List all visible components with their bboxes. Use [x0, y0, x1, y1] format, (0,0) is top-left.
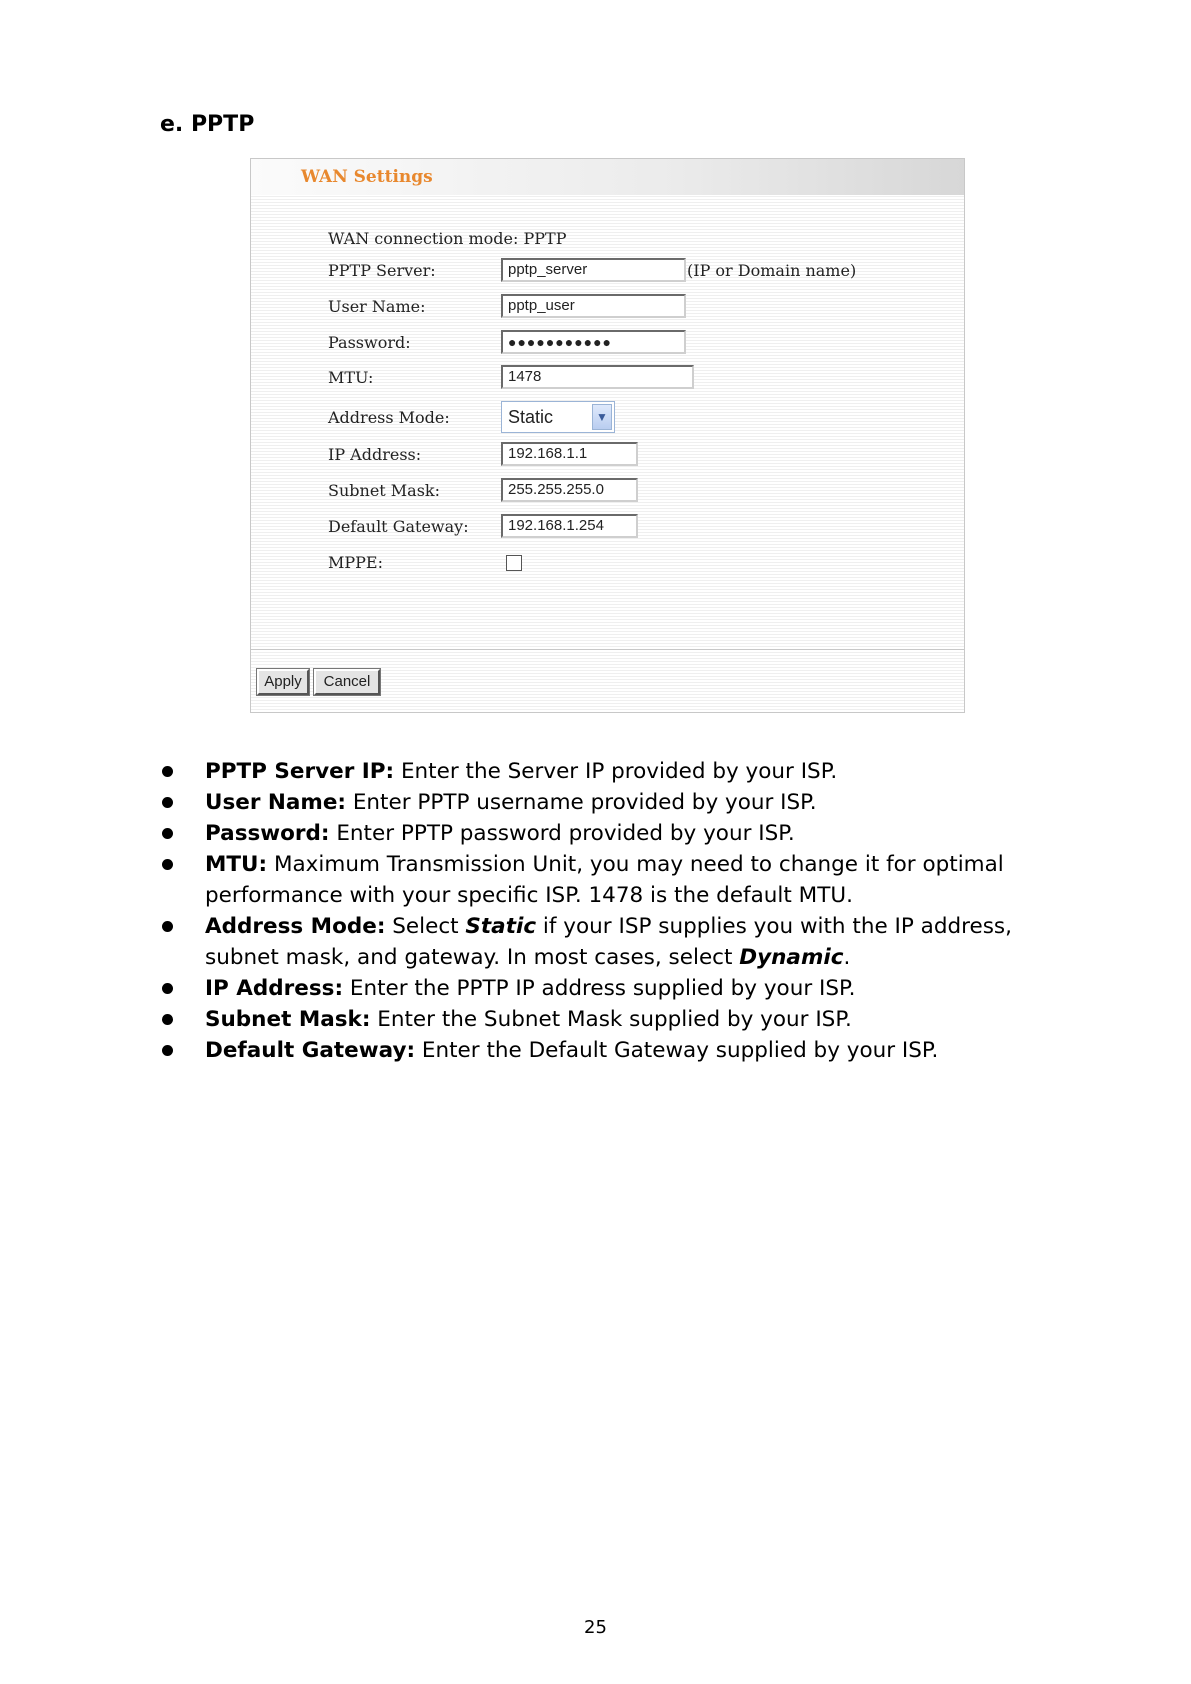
list-item: Password: Enter PPTP password provided by your ISP. — [160, 818, 1060, 849]
user-name-input[interactable]: pptp_user — [501, 294, 686, 318]
list-item: Address Mode: Select Static if your ISP supplies you with the IP address, subnet mask, and gateway. In most cases, select Dynamic. — [160, 911, 1060, 973]
list-item: Default Gateway: Enter the Default Gateway supplied by your ISP. — [160, 1035, 1060, 1066]
section-heading: e. PPTP — [160, 112, 255, 137]
default-gateway-label: Default Gateway: — [328, 517, 469, 536]
subnet-mask-label: Subnet Mask: — [328, 481, 441, 500]
field-description-list — [160, 756, 1060, 1066]
page-number: 25 — [584, 1617, 607, 1638]
address-mode-value: Static — [508, 407, 554, 427]
pptp-server-input[interactable]: pptp_server — [501, 258, 686, 282]
address-mode-label: Address Mode: — [328, 408, 450, 427]
list-item: Subnet Mask: Enter the Subnet Mask supplied by your ISP. — [160, 1004, 1060, 1035]
list-item: PPTP Server IP: Enter the Server IP provided by your ISP. — [160, 756, 1060, 787]
subnet-mask-input[interactable]: 255.255.255.0 — [501, 478, 638, 502]
connection-mode-label: WAN connection mode: PPTP — [328, 229, 567, 248]
chevron-down-icon[interactable]: ▼ — [592, 404, 612, 430]
default-gateway-input[interactable]: 192.168.1.254 — [501, 514, 638, 538]
connection-mode-value: PPTP — [523, 229, 567, 248]
address-mode-select[interactable] — [501, 401, 615, 433]
pptp-server-hint: (IP or Domain name) — [687, 261, 857, 280]
panel-divider — [251, 649, 964, 650]
ip-address-label: IP Address: — [328, 445, 422, 464]
list-item: User Name: Enter PPTP username provided by your ISP. — [160, 787, 1060, 818]
wan-settings-panel — [250, 158, 965, 713]
ip-address-input[interactable]: 192.168.1.1 — [501, 442, 638, 466]
password-input[interactable]: ●●●●●●●●●●● — [501, 330, 686, 354]
user-name-label: User Name: — [328, 297, 426, 316]
panel-title: WAN Settings — [301, 167, 433, 187]
mtu-label: MTU: — [328, 368, 374, 387]
panel-header — [251, 159, 964, 195]
list-item: MTU: Maximum Transmission Unit, you may need to change it for optimal performance with your specific ISP. 1478 is the default MTU. — [160, 849, 1060, 911]
apply-button[interactable]: Apply — [257, 669, 309, 695]
password-label: Password: — [328, 333, 411, 352]
mtu-input[interactable]: 1478 — [501, 365, 694, 389]
list-item: IP Address: Enter the PPTP IP address supplied by your ISP. — [160, 973, 1060, 1004]
cancel-button[interactable]: Cancel — [314, 669, 380, 695]
mppe-label: MPPE: — [328, 553, 383, 572]
pptp-server-label: PPTP Server: — [328, 261, 436, 280]
mppe-checkbox[interactable] — [506, 555, 522, 571]
